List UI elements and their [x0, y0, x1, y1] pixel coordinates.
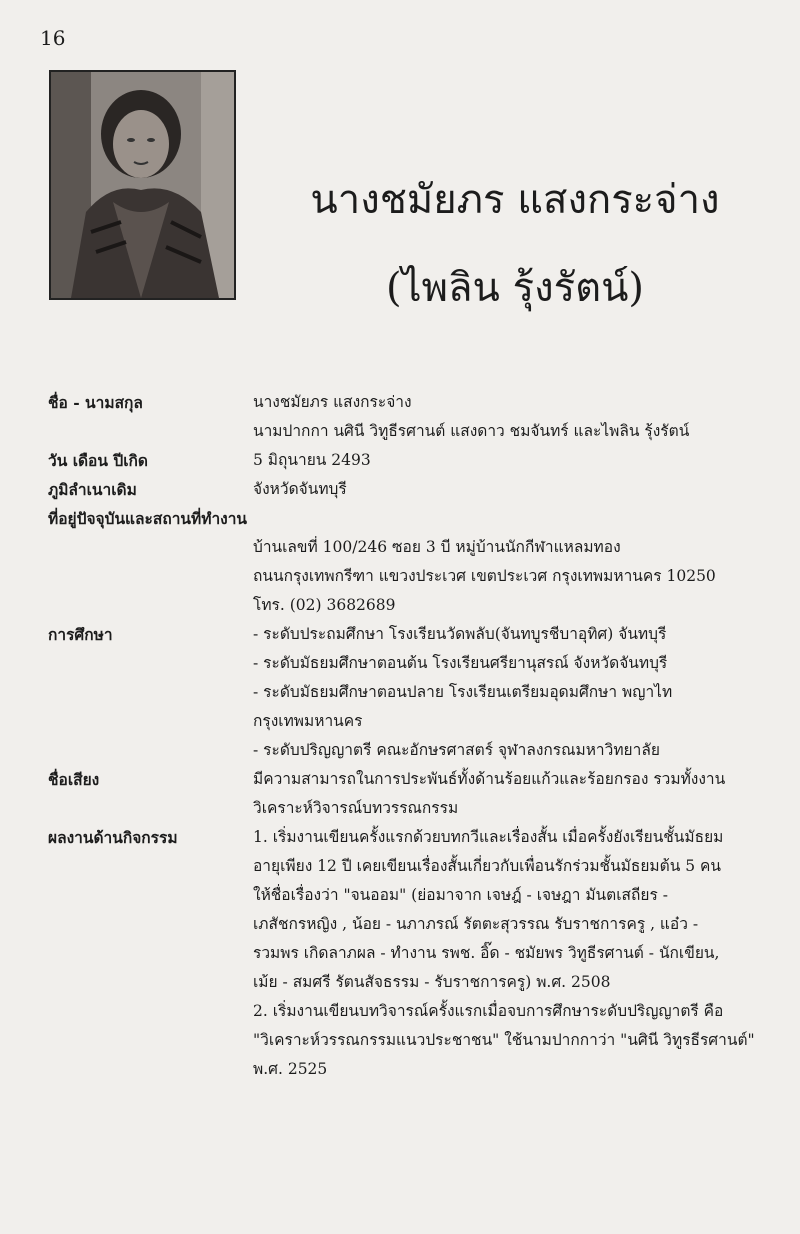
education-row	[48, 620, 783, 649]
education-item-1: - ระดับประถมศึกษา โรงเรียนวัดพลับ(จันทบูรชีบาอุทิศ) จันทบุรี	[253, 625, 667, 643]
address-line-2: ถนนกรุงเทพกรีฑา แขวงประเวศ เขตประเวศ กรุงเทพมหานคร 10250	[253, 567, 716, 585]
address-phone: โทร. (02) 3682689	[253, 596, 396, 614]
pen-names-value: นามปากกา นศินี วิทูธีรศานต์ แสงดาว ชมจันทร์ และไพลิน รุ้งรัตน์	[253, 422, 690, 440]
works-p1-line-5: รวมพร เกิดลาภผล - ทำงาน รพช. อิ๊ด - ชมัยพร วิทูธีรศานต์ - นักเขียน,	[253, 944, 720, 962]
portrait-photo	[49, 70, 236, 300]
biography-info	[48, 388, 783, 1084]
hometown-label: ภูมิลำเนาเดิม	[48, 480, 137, 499]
works-p1-line-4: เภสัชกรหญิง , น้อย - นภาภรณ์ รัตตะสุวรรณ รับราชการครู , แอ๋ว -	[253, 915, 699, 933]
birth-value: 5 มิถุนายน 2493	[253, 451, 371, 469]
fame-row	[48, 765, 783, 794]
page-number: 16	[40, 26, 66, 50]
works-p1-line-6: เม้ย - สมศรี รัตนสัจธรรม - รับราชการครู) พ.ศ. 2508	[253, 973, 611, 991]
address-label: ที่อยู่ปัจจุบันและสถานที่ทำงาน	[48, 509, 248, 528]
fame-line-2: วิเคราะห์วิจารณ์บทวรรณกรรม	[253, 799, 459, 817]
address-line-1: บ้านเลขที่ 100/246 ซอย 3 บี หมู่บ้านนักกีฬาแหลมทอง	[253, 538, 621, 556]
works-p2-line-2: "วิเคราะห์วรรณกรรมแนวประชาชน" ใช้นามปากกาว่า "นศินี วิทูรธีรศานต์"	[253, 1031, 755, 1049]
name-value: นางชมัยภร แสงกระจ่าง	[253, 393, 412, 411]
works-p2-line-3: พ.ศ. 2525	[253, 1060, 328, 1078]
works-p1-line-3: ให้ชื่อเรื่องว่า "จนออม" (ย่อมาจาก เจษฎ์ - เจษฎา มันตเสถียร -	[253, 886, 668, 904]
works-row	[48, 823, 783, 852]
name-label: ชื่อ - นามสกุล	[48, 393, 143, 412]
hometown-row	[48, 475, 783, 504]
works-p2-line-1: 2. เริ่มงานเขียนบทวิจารณ์ครั้งแรกเมื่อจบการศึกษาระดับปริญญาตรี คือ	[253, 1002, 724, 1020]
education-item-3-cont: กรุงเทพมหานคร	[253, 712, 363, 730]
works-p1-line-2: อายุเพียง 12 ปี เคยเขียนเรื่องสั้นเกี่ยวกับเพื่อนรักร่วมชั้นมัธยมต้น 5 คน	[253, 857, 721, 875]
education-item-4: - ระดับปริญญาตรี คณะอักษรศาสตร์ จุฬาลงกรณมหาวิทยาลัย	[253, 741, 660, 759]
education-item-3: - ระดับมัธยมศึกษาตอนปลาย โรงเรียนเตรียมอุดมศึกษา พญาไท	[253, 683, 673, 701]
birth-row	[48, 446, 783, 475]
name-row	[48, 388, 783, 417]
birth-label: วัน เดือน ปีเกิด	[48, 451, 148, 470]
fame-line-1: มีความสามารถในการประพันธ์ทั้งด้านร้อยแก้วและร้อยกรอง รวมทั้งงาน	[253, 770, 726, 788]
works-p1-line-1: 1. เริ่มงานเขียนครั้งแรกด้วยบทกวีและเรื่องสั้น เมื่อครั้งยังเรียนชั้นมัธยม	[253, 828, 724, 846]
education-label: การศึกษา	[48, 625, 113, 644]
fame-label: ชื่อเสียง	[48, 770, 100, 789]
works-label: ผลงานด้านกิจกรรม	[48, 828, 178, 847]
pen-name-title: (ไพลิน รุ้งรัตน์)	[385, 265, 645, 311]
hometown-value: จังหวัดจันทบุรี	[253, 480, 347, 498]
person-name-title: นางชมัยภร แสงกระจ่าง	[310, 177, 720, 223]
education-item-2: - ระดับมัธยมศึกษาตอนต้น โรงเรียนศรียานุสรณ์ จังหวัดจันทบุรี	[253, 654, 668, 672]
